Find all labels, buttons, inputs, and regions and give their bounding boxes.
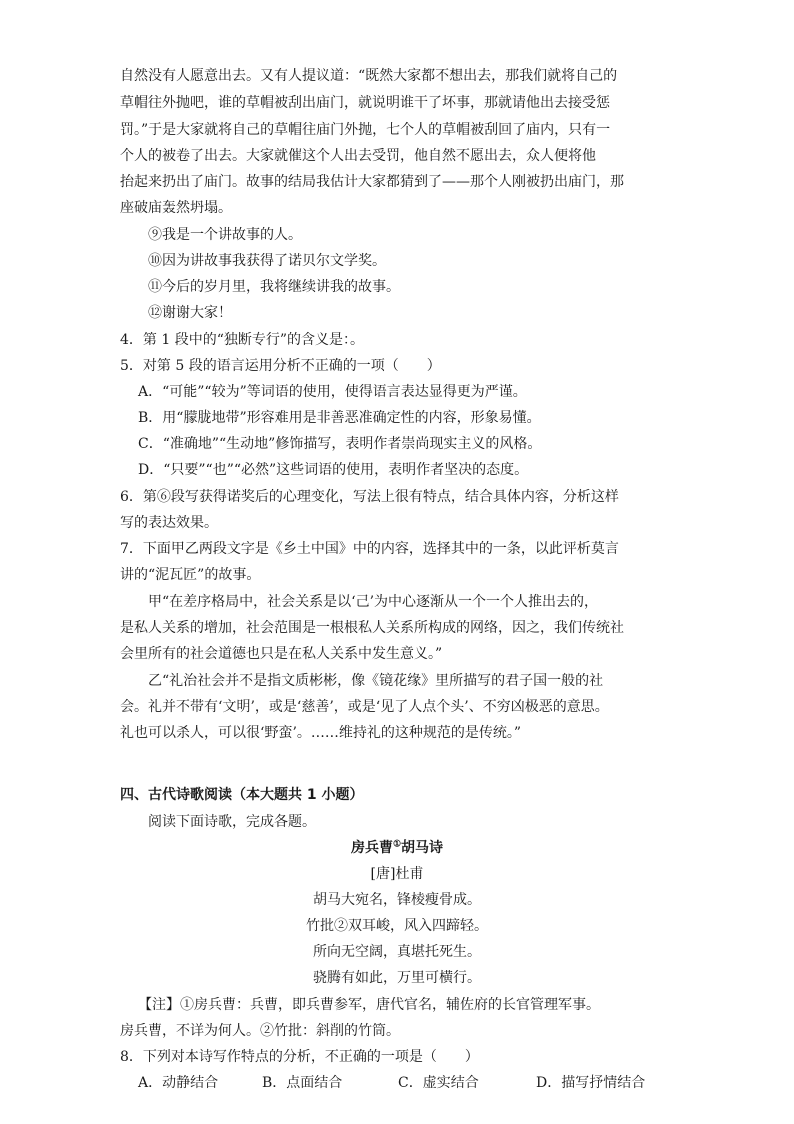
question-7-stem-1: 7．下面甲乙两段文字是《乡土中国》中的内容，选择其中的一条，以此评析莫言: [120, 541, 619, 557]
question-8-option-a: A．动静结合: [138, 1075, 219, 1091]
poem-line-1: 胡马大宛名，锋棱瘦骨成。: [313, 892, 481, 908]
paragraph-10: ⑩因为讲故事我获得了诺贝尔文学奖。: [148, 253, 386, 269]
quote-jia-line-1: 甲“在差序格局中，社会关系是以‘己’为中心逐渐从一个一个人推出去的，: [148, 594, 599, 610]
section-4-instruction: 阅读下面诗歌，完成各题。: [148, 814, 316, 830]
passage-line-3: 罚。”于是大家就将自己的草帽往庙门外抛，七个人的草帽被刮回了庙内，只有一: [120, 122, 611, 138]
poem-line-2: 竹批②双耳峻，风入四蹄轻。: [306, 918, 488, 934]
question-4: 4．第 1 段中的“独断专行”的含义是：。: [120, 332, 365, 348]
poem-title-note-mark: ①: [392, 839, 402, 850]
passage-line-6: 座破庙轰然坍塌。: [120, 200, 232, 216]
question-5-stem: 5．对第 5 段的语言运用分析不正确的一项（ ）: [120, 358, 441, 374]
passage-line-1: 自然没有人愿意出去。又有人提议道：“既然大家都不想出去，那我们就将自己的: [120, 68, 618, 84]
question-8-option-d: D．描写抒情结合: [536, 1075, 646, 1091]
quote-jia-line-2: 是私人关系的增加，社会范围是一根根私人关系所构成的网络，因之，我们传统社: [120, 620, 624, 636]
poem-title: 房兵曹①胡马诗: [350, 839, 444, 856]
question-8-option-b: B．点面结合: [262, 1075, 343, 1091]
passage-line-5: 抬起来扔出了庙门。故事的结局我估计大家都猜到了——那个人刚被扔出庙门，那: [120, 174, 624, 190]
question-5-option-c: C．“准确地”“生动地”修饰描写，表明作者崇尚现实主义的风格。: [138, 436, 542, 452]
poem-note-line-2: 房兵曹，不详为何人。②竹批：斜削的竹筒。: [120, 1023, 400, 1039]
quote-yi-line-1: 乙“礼治社会并不是指文质彬彬，像《镜花缘》里所描写的君子国一般的社: [148, 673, 604, 689]
poem-line-4: 骁腾有如此，万里可横行。: [313, 970, 481, 986]
question-5-option-b: B．用“朦胧地带”形容难用是非善恶准确定性的内容，形象易懂。: [138, 410, 541, 426]
question-6-line-1: 6．第⑥段写获得诺奖后的心理变化，写法上很有特点，结合具体内容，分析这样: [120, 489, 619, 505]
question-5-option-a: A．“可能”“较为”等词语的使用，使得语言表达显得更为严谨。: [138, 384, 527, 400]
quote-jia-line-3: 会里所有的社会道德也只是在私人关系中发生意义。”: [120, 646, 443, 662]
paragraph-9: ⑨我是一个讲故事的人。: [148, 227, 302, 243]
paragraph-12: ⑫谢谢大家！: [148, 305, 232, 321]
section-4-heading: 四、古代诗歌阅读（本大题共 1 小题）: [120, 787, 364, 803]
question-8-stem: 8．下列对本诗写作特点的分析，不正确的一项是（ ）: [120, 1049, 479, 1065]
passage-line-2: 草帽往外抛吧，谁的草帽被刮出庙门，就说明谁干了坏事，那就请他出去接受惩: [120, 95, 610, 111]
poem-line-3: 所向无空阔，真堪托死生。: [313, 944, 481, 960]
quote-yi-line-2: 会。礼并不带有‘文明’，或是‘慈善’，或是‘见了人点个头’、不穷凶极恶的意思。: [120, 699, 609, 715]
poem-author: [唐]杜甫: [370, 866, 424, 882]
question-8-option-c: C．虚实结合: [398, 1075, 479, 1091]
question-7-stem-2: 讲的“泥瓦匠”的故事。: [120, 567, 261, 583]
quote-yi-line-3: 礼也可以杀人，可以很‘野蛮’。……维持礼的这种规范的是传统。”: [120, 725, 522, 741]
question-6-line-2: 写的表达效果。: [120, 515, 218, 531]
passage-line-4: 个人的被卷了出去。大家就催这个人出去受罚，他自然不愿出去，众人便将他: [120, 148, 596, 164]
poem-note-line-1: 【注】①房兵曹：兵曹，即兵曹参军，唐代官名，辅佐府的长官管理军事。: [138, 997, 600, 1013]
paragraph-11: ⑪今后的岁月里，我将继续讲我的故事。: [148, 279, 400, 295]
question-5-option-d: D．“只要”“也”“必然”这些词语的使用，表明作者坚决的态度。: [138, 462, 529, 478]
